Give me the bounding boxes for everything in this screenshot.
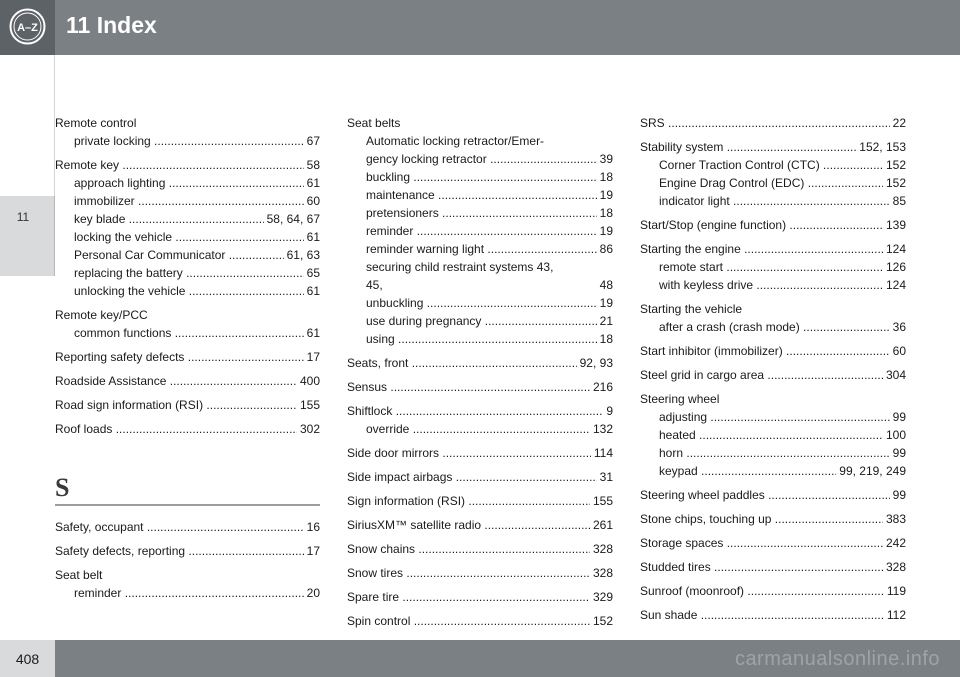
entry-page-ref[interactable]: 242 <box>885 536 906 550</box>
index-subentry <box>55 132 320 150</box>
entry-page-ref[interactable]: 16 <box>306 520 320 534</box>
index-term <box>640 114 906 132</box>
index-entry <box>347 468 613 486</box>
watermark: carmanualsonline.info <box>734 648 940 670</box>
index-entry <box>640 138 906 210</box>
index-entry <box>640 216 906 234</box>
entry-page-ref[interactable]: 65 <box>306 266 320 280</box>
entry-page-ref[interactable]: 86 <box>599 242 613 256</box>
entry-page-ref[interactable]: 155 <box>592 494 613 508</box>
entry-text: gency locking retractor ..... <box>366 150 597 168</box>
index-entry <box>640 114 906 132</box>
index-term <box>55 306 320 324</box>
index-entry <box>640 390 906 480</box>
entry-page-ref[interactable]: 19 <box>599 296 613 310</box>
index-entry <box>347 612 613 630</box>
index-term <box>640 510 906 528</box>
index-subentry <box>347 330 613 348</box>
index-term <box>347 588 613 606</box>
index-term <box>640 534 906 552</box>
entry-page-ref[interactable]: 92, 93 <box>579 356 613 370</box>
entry-text: Side door mirrors ..... <box>347 444 591 462</box>
index-subentry <box>640 408 906 426</box>
index-subentry <box>640 318 906 336</box>
entry-page-ref[interactable]: 19 <box>599 224 613 238</box>
index-subentry <box>347 204 613 222</box>
index-subentry <box>55 210 320 228</box>
entry-page-ref[interactable]: 112 <box>886 608 906 622</box>
entry-page-ref[interactable]: 152 <box>885 158 906 172</box>
entry-text: common functions ..... <box>74 324 304 342</box>
index-entry <box>55 372 320 390</box>
entry-page-ref[interactable]: 39 <box>599 152 613 166</box>
index-term <box>55 348 320 366</box>
index-subentry <box>640 156 906 174</box>
section-letter: S <box>55 473 70 502</box>
index-entry <box>55 348 320 366</box>
index-term <box>640 390 906 408</box>
index-subentry <box>55 246 320 264</box>
entry-text: Remote control <box>55 116 137 130</box>
entry-text: Engine Drag Control (EDC) ..... <box>659 174 883 192</box>
entry-page-ref[interactable]: 126 <box>885 260 906 274</box>
index-entry <box>640 606 906 624</box>
entry-text: Side impact airbags ..... <box>347 468 597 486</box>
entry-text: heated ..... <box>659 426 883 444</box>
entry-text: Safety defects, reporting ..... <box>55 542 304 560</box>
index-term <box>55 566 320 584</box>
entry-text: Studded tires ..... <box>640 558 883 576</box>
index-entry <box>55 518 320 536</box>
entry-text: Roof loads ..... <box>55 420 297 438</box>
entry-text: use during pregnancy ..... <box>366 312 597 330</box>
index-entry <box>347 492 613 510</box>
entry-page-ref[interactable]: 400 <box>299 374 320 388</box>
index-term <box>55 542 320 560</box>
index-term <box>640 216 906 234</box>
entry-page-ref[interactable]: 58 <box>306 158 320 172</box>
entry-text: buckling ..... <box>366 168 597 186</box>
entry-text: indicator light ..... <box>659 192 890 210</box>
entry-page-ref[interactable]: 99 <box>892 446 906 460</box>
page-number: 408 <box>15 651 40 667</box>
entry-text: Sun shade ..... <box>640 606 884 624</box>
entry-text: 45, <box>366 278 383 292</box>
index-entry <box>55 542 320 560</box>
a-z-badge-icon <box>9 8 46 45</box>
index-term <box>640 240 906 258</box>
entry-text: Snow tires ..... <box>347 564 590 582</box>
index-entry <box>347 114 613 348</box>
index-term <box>640 342 906 360</box>
index-term <box>640 606 906 624</box>
entry-page-ref[interactable]: 304 <box>885 368 906 382</box>
entry-text: SRS ..... <box>640 114 890 132</box>
index-entry <box>347 378 613 396</box>
entry-page-ref[interactable]: 155 <box>299 398 320 412</box>
section-divider <box>55 504 320 506</box>
entry-text: Snow chains ..... <box>347 540 590 558</box>
entry-page-ref[interactable]: 152, 153 <box>859 140 906 154</box>
entry-text: Corner Traction Control (CTC) ..... <box>659 156 883 174</box>
entry-text: horn ..... <box>659 444 890 462</box>
entry-text: Start/Stop (engine function) ..... <box>640 216 883 234</box>
index-term <box>640 486 906 504</box>
index-entry <box>55 114 320 150</box>
entry-text: Reporting safety defects ..... <box>55 348 304 366</box>
entry-page-ref[interactable]: 17 <box>306 544 320 558</box>
entry-page-ref[interactable]: 114 <box>593 446 613 460</box>
index-subentry <box>55 192 320 210</box>
entry-page-ref[interactable]: 139 <box>885 218 906 232</box>
entry-text: with keyless drive ..... <box>659 276 883 294</box>
index-subentry <box>640 462 906 480</box>
index-entry <box>640 510 906 528</box>
entry-text: maintenance ..... <box>366 186 597 204</box>
index-subentry <box>347 276 613 294</box>
index-entry <box>55 306 320 342</box>
index-term <box>347 564 613 582</box>
index-entry <box>347 588 613 606</box>
entry-text: Road sign information (RSI) ..... <box>55 396 297 414</box>
entry-text: Automatic locking retractor/Emer- <box>366 134 545 148</box>
entry-text: immobilizer ..... <box>74 192 304 210</box>
index-subentry <box>347 222 613 240</box>
logo-text: A–Z <box>17 22 38 34</box>
index-subentry <box>640 174 906 192</box>
entry-text: Shiftlock ..... <box>347 402 603 420</box>
index-term <box>347 468 613 486</box>
entry-page-ref[interactable]: 329 <box>592 590 613 604</box>
index-subentry <box>347 132 613 150</box>
entry-text: remote start ..... <box>659 258 883 276</box>
entry-page-ref[interactable]: 60 <box>306 194 320 208</box>
entry-text: using ..... <box>366 330 597 348</box>
index-term <box>347 378 613 396</box>
side-tab-label: 11 <box>16 210 30 224</box>
entry-page-ref[interactable]: 261 <box>592 518 613 532</box>
index-subentry <box>347 240 613 258</box>
index-subentry <box>640 258 906 276</box>
entry-page-ref[interactable]: 17 <box>306 350 320 364</box>
index-entry <box>640 366 906 384</box>
entry-page-ref[interactable]: 36 <box>892 320 906 334</box>
entry-text: pretensioners ..... <box>366 204 597 222</box>
index-entry <box>347 402 613 438</box>
index-term <box>55 156 320 174</box>
entry-page-ref[interactable]: 22 <box>892 116 906 130</box>
entry-text: Seat belts <box>347 116 401 130</box>
index-entry <box>640 558 906 576</box>
entry-text: locking the vehicle ..... <box>74 228 304 246</box>
entry-text: keypad ..... <box>659 462 836 480</box>
entry-page-ref[interactable]: 9 <box>606 404 613 418</box>
entry-text: reminder ..... <box>366 222 597 240</box>
index-term <box>347 540 613 558</box>
index-term <box>55 372 320 390</box>
entry-text: Stability system ..... <box>640 138 856 156</box>
entry-text: Starting the vehicle <box>640 302 743 316</box>
index-term <box>347 354 613 372</box>
entry-page-ref[interactable]: 58, 64, 67 <box>266 212 320 226</box>
entry-text: private locking ..... <box>74 132 304 150</box>
entry-text: Seat belt <box>55 568 103 582</box>
index-entry <box>347 354 613 372</box>
index-subentry <box>55 584 320 602</box>
index-term <box>347 402 613 420</box>
entry-text: reminder warning light ..... <box>366 240 597 258</box>
index-term <box>347 516 613 534</box>
index-entry <box>55 566 320 602</box>
entry-page-ref[interactable]: 85 <box>892 194 906 208</box>
index-term <box>347 492 613 510</box>
entry-page-ref[interactable]: 99 <box>892 410 906 424</box>
index-subentry <box>347 420 613 438</box>
entry-text: Safety, occupant ..... <box>55 518 304 536</box>
page-header <box>0 0 960 55</box>
index-term <box>55 518 320 536</box>
entry-text: Sensus ..... <box>347 378 590 396</box>
index-entry <box>55 156 320 300</box>
index-subentry <box>640 426 906 444</box>
entry-page-ref[interactable]: 132 <box>592 422 613 436</box>
entry-text: Remote key/PCC <box>55 308 148 322</box>
entry-page-ref[interactable]: 18 <box>599 332 613 346</box>
index-subentry <box>55 174 320 192</box>
entry-page-ref[interactable]: 383 <box>885 512 906 526</box>
index-entry <box>640 300 906 336</box>
entry-page-ref[interactable]: 99, 219, 249 <box>839 464 906 478</box>
entry-page-ref[interactable]: 60 <box>892 344 906 358</box>
entry-text: Sign information (RSI) ..... <box>347 492 590 510</box>
entry-text: Storage spaces ..... <box>640 534 883 552</box>
entry-page-ref[interactable]: 61 <box>306 230 320 244</box>
index-entry <box>640 342 906 360</box>
index-subentry <box>347 168 613 186</box>
index-term <box>55 114 320 132</box>
entry-text: Stone chips, touching up ..... <box>640 510 883 528</box>
side-margin-line <box>0 55 55 196</box>
entry-text: Spin control ..... <box>347 612 590 630</box>
entry-text: SiriusXM™ satellite radio ..... <box>347 516 590 534</box>
index-subentry <box>347 258 613 276</box>
index-term <box>55 420 320 438</box>
entry-text: adjusting ..... <box>659 408 890 426</box>
entry-page-ref[interactable]: 61 <box>306 326 320 340</box>
entry-page-ref[interactable]: 328 <box>592 566 613 580</box>
entry-page-ref[interactable]: 328 <box>885 560 906 574</box>
entry-page-ref[interactable]: 67 <box>306 134 320 148</box>
entry-page-ref[interactable]: 61 <box>306 176 320 190</box>
entry-text: Starting the engine ..... <box>640 240 883 258</box>
entry-page-ref[interactable]: 124 <box>885 278 906 292</box>
entry-page-ref[interactable]: 31 <box>599 470 613 484</box>
index-subentry <box>640 276 906 294</box>
index-entry <box>640 534 906 552</box>
entry-page-ref[interactable]: 61 <box>306 284 320 298</box>
chapter-title: 11 Index <box>66 12 157 38</box>
entry-text: after a crash (crash mode) ..... <box>659 318 890 336</box>
index-column-3 <box>640 114 906 630</box>
index-logo <box>0 0 55 55</box>
index-entry <box>640 582 906 600</box>
index-entry <box>347 540 613 558</box>
index-term <box>640 558 906 576</box>
index-term <box>640 138 906 156</box>
index-entry <box>347 444 613 462</box>
entry-text: Steel grid in cargo area ..... <box>640 366 883 384</box>
chapter-side-tab <box>0 196 55 276</box>
index-subentry <box>55 282 320 300</box>
index-subentry <box>347 150 613 168</box>
entry-text: Steering wheel paddles ..... <box>640 486 890 504</box>
entry-text: Roadside Assistance ..... <box>55 372 297 390</box>
entry-text: Sunroof (moonroof) ..... <box>640 582 884 600</box>
entry-page-ref[interactable]: 19 <box>599 188 613 202</box>
entry-page-ref[interactable]: 48 <box>599 278 613 292</box>
entry-text: override ..... <box>366 420 590 438</box>
entry-text: Spare tire ..... <box>347 588 590 606</box>
index-subentry <box>347 312 613 330</box>
footer-page-tab <box>0 640 55 677</box>
entry-text: securing child restraint systems 43, <box>366 260 554 274</box>
entry-page-ref[interactable]: 152 <box>885 176 906 190</box>
index-term <box>640 366 906 384</box>
index-subentry <box>347 294 613 312</box>
entry-text: approach lighting ..... <box>74 174 304 192</box>
entry-text: reminder ..... <box>74 584 304 602</box>
entry-page-ref[interactable]: 328 <box>592 542 613 556</box>
index-term <box>347 114 613 132</box>
index-entry <box>347 516 613 534</box>
entry-page-ref[interactable]: 18 <box>599 206 613 220</box>
entry-page-ref[interactable]: 302 <box>299 422 320 436</box>
entry-page-ref[interactable]: 20 <box>306 586 320 600</box>
index-subentry <box>347 186 613 204</box>
entry-text: Seats, front ..... <box>347 354 577 372</box>
entry-text: unlocking the vehicle ..... <box>74 282 304 300</box>
entry-page-ref[interactable]: 119 <box>886 584 906 598</box>
index-column-1 <box>55 114 320 608</box>
index-entry <box>640 240 906 294</box>
index-entry <box>55 396 320 414</box>
entry-text: Start inhibitor (immobilizer) ..... <box>640 342 890 360</box>
index-subentry <box>55 324 320 342</box>
index-term <box>640 300 906 318</box>
index-subentry <box>640 192 906 210</box>
entry-page-ref[interactable]: 61, 63 <box>286 248 320 262</box>
index-subentry <box>55 264 320 282</box>
index-entry <box>55 420 320 438</box>
entry-page-ref[interactable]: 152 <box>592 614 613 628</box>
index-term <box>347 444 613 462</box>
entry-text: key blade ..... <box>74 210 264 228</box>
entry-page-ref[interactable]: 216 <box>592 380 613 394</box>
index-entry <box>640 486 906 504</box>
index-entry <box>347 564 613 582</box>
entry-page-ref[interactable]: 21 <box>599 314 613 328</box>
index-term <box>347 612 613 630</box>
entry-page-ref[interactable]: 18 <box>599 170 613 184</box>
entry-text: unbuckling ..... <box>366 294 597 312</box>
index-term <box>640 582 906 600</box>
entry-page-ref[interactable]: 99 <box>892 488 906 502</box>
entry-text: Personal Car Communicator ..... <box>74 246 284 264</box>
index-subentry <box>640 444 906 462</box>
index-column-2 <box>347 114 613 636</box>
entry-page-ref[interactable]: 124 <box>885 242 906 256</box>
entry-text: Steering wheel <box>640 392 720 406</box>
entry-text: replacing the battery ..... <box>74 264 304 282</box>
entry-text: Remote key ..... <box>55 156 304 174</box>
entry-page-ref[interactable]: 100 <box>885 428 906 442</box>
index-subentry <box>55 228 320 246</box>
page-footer <box>0 640 960 677</box>
index-term <box>55 396 320 414</box>
